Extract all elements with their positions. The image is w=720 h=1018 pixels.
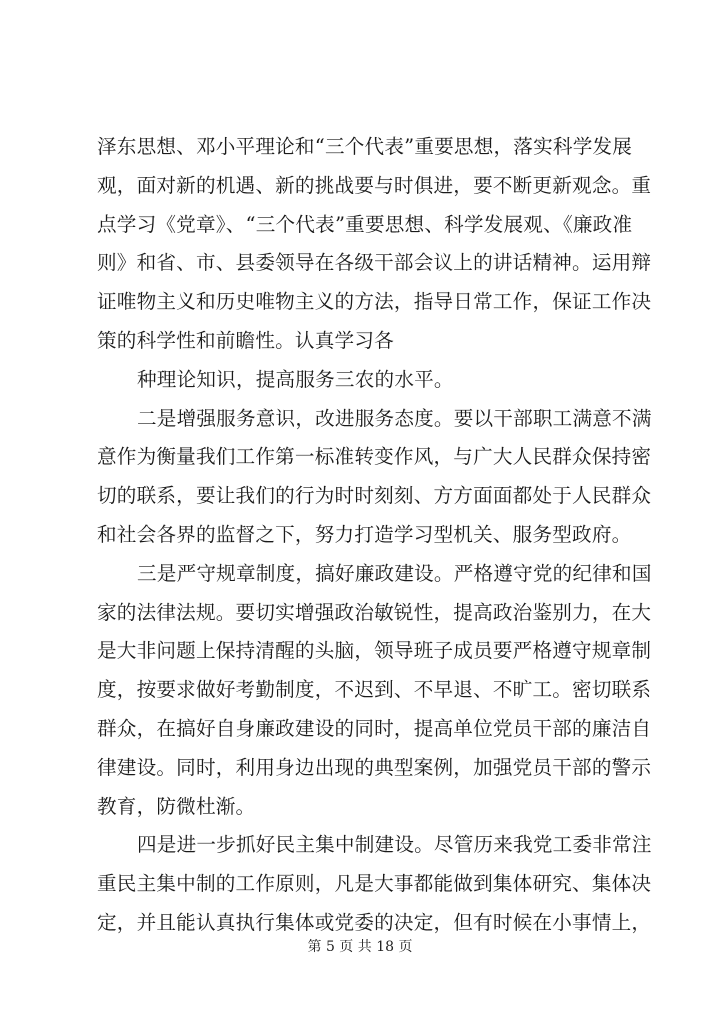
text-line: 家的法律法规。要切实增强政治敏锐性，提高政治鉴别力，在大 <box>97 600 652 624</box>
page-number-footer: 第 5 页 共 18 页 <box>307 939 413 955</box>
document-body <box>97 128 652 943</box>
text-line: 是大非问题上保持清醒的头脑，领导班子成员要严格遵守规章制 <box>97 639 652 663</box>
text-line: 定，并且能认真执行集体或党委的决定，但有时候在小事情上， <box>97 910 652 934</box>
text-line: 意作为衡量我们工作第一标准转变作风，与广大人民群众保持密 <box>97 445 652 469</box>
text-line: 证唯物主义和历史唯物主义的方法，指导日常工作，保证工作决 <box>97 290 652 314</box>
text-line: 群众，在搞好自身廉政建设的同时，提高单位党员干部的廉洁自 <box>97 716 652 740</box>
text-line: 切的联系，要让我们的行为时时刻刻、方方面面都处于人民群众 <box>97 484 652 508</box>
text-line: 则》和省、市、县委领导在各级干部会议上的讲话精神。运用辩 <box>97 251 652 275</box>
paragraph-start-line: 四是进一步抓好民主集中制建设。尽管历来我党工委非常注 <box>137 833 652 857</box>
text-line: 观，面对新的机遇、新的挑战要与时俱进，要不断更新观念。重 <box>97 173 652 197</box>
paragraph-start-line: 二是增强服务意识，改进服务态度。要以干部职工满意不满 <box>137 406 652 430</box>
text-line: 教育，防微杜渐。 <box>97 794 256 818</box>
text-line: 泽东思想、邓小平理论和“三个代表”重要思想，落实科学发展 <box>97 135 633 158</box>
paragraph-start-line: 三是严守规章制度，搞好廉政建设。严格遵守党的纪律和国 <box>137 561 652 585</box>
text-line: 重民主集中制的工作原则，凡是大事都能做到集体研究、集体决 <box>97 872 652 896</box>
text-line: 度，按要求做好考勤制度，不迟到、不早退、不旷工。密切联系 <box>97 678 652 702</box>
text-line: 策的科学性和前瞻性。认真学习各 <box>97 328 394 352</box>
text-line: 点学习《党章》、“三个代表”重要思想、科学发展观、《廉政准 <box>97 212 633 236</box>
text-line: 和社会各界的监督之下，努力打造学习型机关、服务型政府。 <box>97 522 632 546</box>
text-line: 律建设。同时，利用身边出现的典型案例，加强党员干部的警示 <box>97 755 652 779</box>
text-line: 种理论知识，提高服务三农的水平。 <box>137 367 454 391</box>
